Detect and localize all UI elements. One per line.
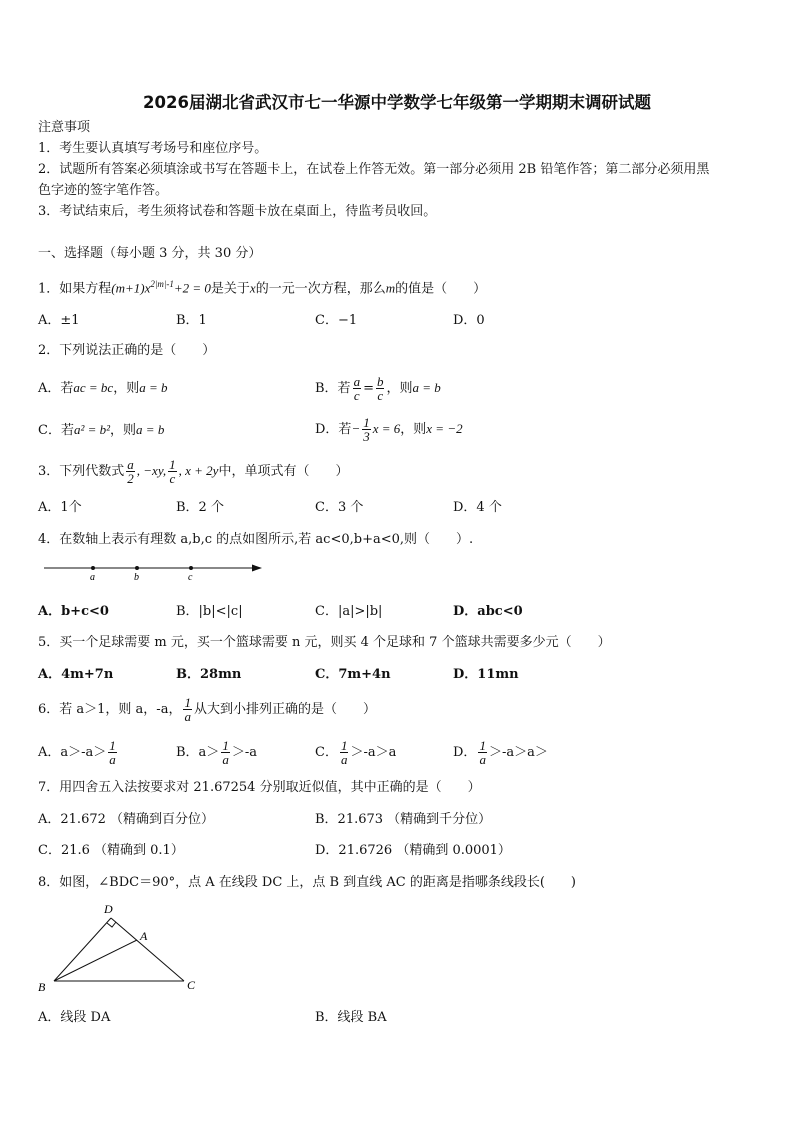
- q6-option-c: C． $\frac{1}{a}$ ＞-a＞a: [315, 738, 397, 767]
- q1-option-c: C．−1: [315, 313, 358, 328]
- q1-mid2: 的一元一次方程，那么: [255, 281, 386, 297]
- q6-option-d: D． $\frac{1}{a}$ ＞-a＞a＞: [453, 738, 548, 767]
- q1-x: x: [144, 280, 151, 296]
- q5-option-b: B．28mn: [176, 667, 242, 682]
- q4-option-a: A．b+c<0: [38, 604, 109, 619]
- q8-option-a: A．线段 DA: [38, 1010, 111, 1025]
- notice-item-3: 3．考试结束后，考生须将试卷和答题卡放在桌面上，待监考员收回。: [38, 204, 437, 219]
- question-3: 3．下列代数式 $\frac{a}{2}$ , −xy, $\frac{1}{c}$ , x + 2y中，单项式有（ ）: [38, 457, 349, 486]
- q3-option-b: B．2 个: [176, 500, 224, 515]
- label-d: D: [104, 902, 113, 916]
- q2-option-d: D．若− $\frac{1}{3}$ x = 6，则x = −2: [315, 415, 463, 444]
- point-c: [189, 566, 193, 570]
- q4-option-c: C．|a|>|b|: [315, 604, 383, 619]
- number-line-arrow: [252, 565, 262, 572]
- q3-option-c: C．3 个: [315, 500, 364, 515]
- q1-exponent: 2|m|-1: [150, 279, 174, 289]
- q4-option-d: D．abc<0: [453, 604, 523, 619]
- q1-end: 的值是（ ）: [395, 281, 487, 297]
- notice-heading: 注意事项: [38, 120, 91, 135]
- q3-option-a: A．1个: [38, 500, 82, 515]
- q1-factor: (m+1): [111, 280, 145, 296]
- label-b: b: [134, 572, 139, 583]
- q2-option-b: B．若 $\frac{a}{c}$ = $\frac{b}{c}$ ，则a = b: [315, 374, 441, 403]
- page-title: 2026届湖北省武汉市七一华源中学数学七年级第一学期期末调研试题: [143, 93, 651, 112]
- question-6: 6．若 a＞1，则 a，-a， $\frac{1}{a}$ 从大到小排列正确的是（ ）: [38, 695, 376, 724]
- question-2: 2．下列说法正确的是（ ）: [38, 343, 216, 358]
- q4-option-b: B．|b|<|c|: [176, 604, 243, 619]
- right-angle-mark: [107, 922, 116, 927]
- q2-option-c: C．若a² = b²，则a = b: [38, 422, 165, 438]
- segment-bd: [54, 918, 111, 981]
- label-c: c: [188, 572, 193, 583]
- q8-option-b: B．线段 BA: [315, 1010, 387, 1025]
- q5-option-a: A．4m+7n: [38, 667, 114, 682]
- question-1: [38, 276, 486, 297]
- q1-pre: 1．如果方程: [38, 281, 112, 297]
- q2-option-a: A．若ac = bc，则a = b: [38, 380, 168, 396]
- notice-item-2: 2．试题所有答案必须填涂或书写在答题卡上，在试卷上作答无效。第一部分必须用 2B 铅笔作答；第二部分必须用黑: [38, 162, 710, 177]
- label-a: A: [140, 929, 148, 943]
- q3-option-d: D．4 个: [453, 500, 502, 515]
- question-5: 5．买一个足球需要 m 元，买一个篮球需要 n 元，则买 4 个足球和 7 个篮球共需要多少元（ ）: [38, 635, 611, 650]
- label-a: a: [90, 572, 95, 583]
- q6-option-a: A．a＞-a＞ $\frac{1}{a}$: [38, 738, 116, 767]
- notice-item-2-cont: 色字迹的签字笔作答。: [38, 183, 169, 198]
- q7-option-d: D．21.6726 （精确到 0.0001）: [315, 843, 511, 858]
- q1-mid: 是关于: [210, 281, 250, 297]
- segment-ba: [54, 940, 137, 981]
- q1-option-a: A．±1: [38, 313, 80, 328]
- point-a: [91, 566, 95, 570]
- section-heading: 一、选择题（每小题 3 分，共 30 分）: [38, 246, 262, 261]
- segment-dc: [111, 918, 184, 981]
- triangle-figure: [34, 898, 214, 998]
- number-line-figure: [40, 558, 270, 584]
- label-c: C: [187, 978, 196, 992]
- q7-option-a: A．21.672 （精确到百分位）: [38, 812, 215, 827]
- question-7: 7．用四舍五入法按要求对 21.67254 分别取近似值，其中正确的是（ ）: [38, 780, 481, 795]
- question-8: 8．如图，∠BDC＝90°，点 A 在线段 DC 上，点 B 到直线 AC 的距离是指哪条线段长( ): [38, 875, 576, 890]
- question-4: 4．在数轴上表示有理数 a,b,c 的点如图所示,若 ac<0,b+a<0,则（ ）.: [38, 532, 474, 547]
- q5-option-d: D．11mn: [453, 667, 519, 682]
- q1-option-b: B．1: [176, 313, 207, 328]
- q6-option-b: B．a＞ $\frac{1}{a}$ ＞-a: [176, 738, 257, 767]
- notice-item-1: 1．考生要认真填写考场号和座位序号。: [38, 141, 268, 156]
- q1-rest: +2 = 0: [173, 280, 211, 296]
- label-b: B: [38, 980, 46, 994]
- q1-option-d: D．0: [453, 313, 485, 328]
- q1-var: x: [249, 280, 256, 296]
- point-b: [135, 566, 139, 570]
- q7-option-c: C．21.6 （精确到 0.1）: [38, 843, 184, 858]
- q1-m: m: [385, 280, 396, 296]
- q5-option-c: C．7m+4n: [315, 667, 391, 682]
- q7-option-b: B．21.673 （精确到千分位）: [315, 812, 492, 827]
